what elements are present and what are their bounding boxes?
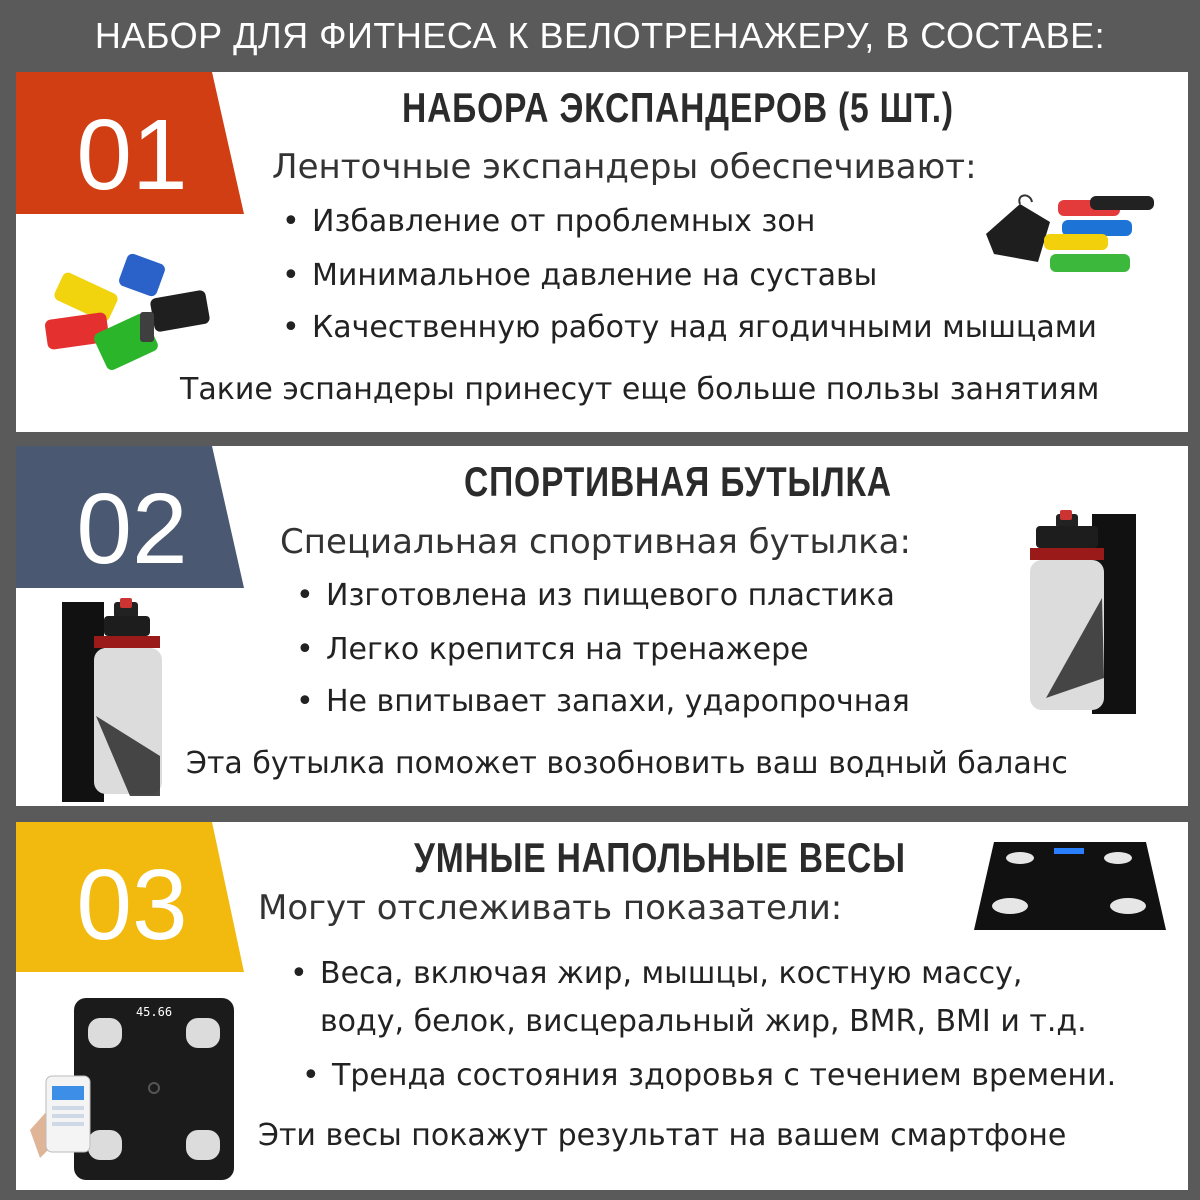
bullet-text: Избавление от проблемных зон — [312, 204, 816, 239]
bullet-dot: • — [282, 258, 300, 293]
scale-display: 45.66 — [135, 1005, 173, 1019]
section-footer: Такие эспандеры принесут еще больше пользы занятиям — [180, 372, 1100, 407]
section-smart-scale — [16, 822, 1188, 1190]
bullet-dot: • — [282, 204, 300, 239]
bullet-text: Минимальное давление на суставы — [312, 258, 878, 293]
section-title: СПОРТИВНАЯ БУТЫЛКА — [464, 458, 892, 505]
bullet-dot: • — [296, 632, 314, 667]
bullet-item — [302, 1058, 1116, 1093]
bullet-item — [290, 1004, 1087, 1039]
section-subtitle: Могут отслеживать показатели: — [258, 888, 843, 928]
bullet-item — [296, 684, 910, 719]
bullet-text: Не впитывает запахи, ударопрочная — [326, 684, 910, 719]
bullet-dot: • — [296, 578, 314, 613]
section-footer: Эта бутылка поможет возобновить ваш водный баланс — [186, 746, 1068, 781]
resistance-bands-image — [42, 252, 212, 372]
bullet-text: Веса, включая жир, мышцы, костную массу, — [320, 956, 1023, 991]
bullet-item — [290, 956, 1022, 991]
bullet-item — [282, 310, 1097, 345]
bullet-item — [296, 632, 809, 667]
bands-with-pouch-image — [980, 192, 1160, 292]
bullet-dot: • — [302, 1058, 320, 1093]
section-number: 01 — [76, 99, 188, 211]
section-number: 03 — [76, 849, 188, 961]
bullet-text: Изготовлена из пищевого пластика — [326, 578, 895, 613]
smartphone-image — [30, 1070, 100, 1160]
bullet-text: Легко крепится на тренажере — [326, 632, 809, 667]
bullet-text: Качественную работу над ягодичными мышцами — [312, 310, 1097, 345]
section-footer: Эти весы покажут результат на вашем смартфоне — [258, 1118, 1067, 1153]
section-sport-bottle — [16, 446, 1188, 806]
bullet-dot: • — [290, 956, 308, 991]
bullet-text: воду, белок, висцеральный жир, BMR, BMI и т.д. — [320, 1004, 1087, 1039]
bullet-item — [282, 258, 877, 293]
bullet-text: Тренда состояния здоровья с течением времени. — [332, 1058, 1117, 1093]
sport-bottle-image-2 — [1026, 508, 1146, 718]
section-subtitle: Ленточные экспандеры обеспечивают: — [272, 147, 977, 187]
section-number-badge — [16, 822, 246, 990]
section-resistance-bands — [16, 72, 1188, 432]
bullet-item — [296, 578, 895, 613]
sport-bottle-image — [60, 596, 190, 806]
section-number: 02 — [76, 473, 188, 585]
page-header — [0, 0, 1200, 72]
section-title: УМНЫЕ НАПОЛЬНЫЕ ВЕСЫ — [414, 834, 906, 881]
bullet-dot: • — [282, 310, 300, 345]
bullet-item — [282, 204, 815, 239]
section-subtitle: Специальная спортивная бутылка: — [280, 522, 911, 562]
section-title: НАБОРА ЭКСПАНДЕРОВ (5 ШТ.) — [402, 84, 954, 131]
smart-scale-image — [970, 836, 1170, 936]
bullet-dot: • — [296, 684, 314, 719]
section-number-badge — [16, 72, 246, 240]
page-header-title: НАБОР ДЛЯ ФИТНЕСА К ВЕЛОТРЕНАЖЕРУ, В СОСТАВЕ: — [94, 15, 1106, 56]
section-number-badge — [16, 446, 246, 614]
